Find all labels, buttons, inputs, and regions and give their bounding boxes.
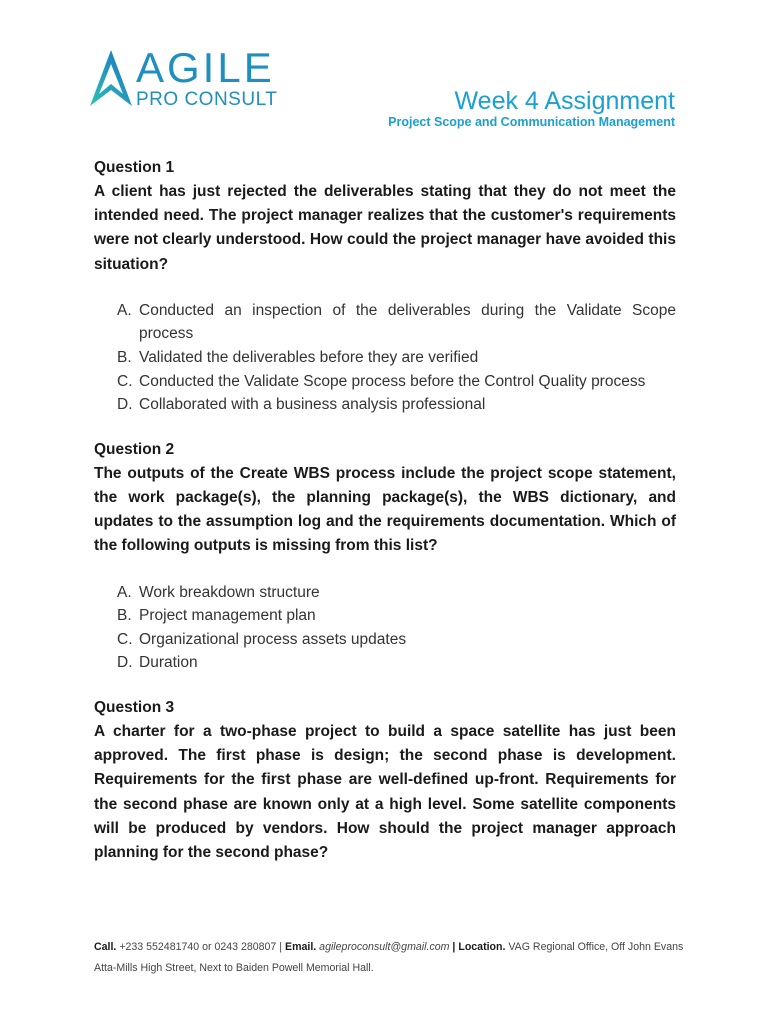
option-letter: D. [117, 396, 133, 414]
question-heading: Question 3 [94, 698, 175, 716]
answer-option [117, 581, 676, 605]
answer-option [117, 346, 676, 370]
question-text: A client has just rejected the deliverables stating that they do not meet the intended need. The project manager realizes that the customer's requirements were not clearly understood. How could the project manager have avoided this situation? [94, 183, 676, 273]
logo-tagline: PRO CONSULT [136, 89, 278, 110]
footer-phone: +233 552481740 or 0243 280807 [119, 941, 277, 953]
option-text: Organizational process assets updates [139, 630, 407, 648]
question-text: The outputs of the Create WBS process include the project scope statement, the work package(s), the planning package(s), the WBS dictionary, and updates to the assumption log and the requirements documentation. Which of the following outputs is missing from this list? [94, 464, 676, 555]
option-letter: A. [117, 301, 132, 319]
option-text: Duration [139, 654, 198, 672]
option-letter: B. [117, 349, 132, 366]
option-text: Validated the deliverables before they are verified [139, 349, 479, 366]
logo-wordmark: AGILE [136, 44, 275, 91]
option-letter: C. [117, 630, 133, 648]
question-3 [94, 696, 676, 865]
answer-option [117, 604, 676, 628]
logo-arrow-icon [88, 46, 134, 112]
footer-email-link[interactable]: agileproconsult@gmail.com [319, 941, 450, 953]
page-footer [94, 937, 684, 979]
option-letter: A. [117, 583, 132, 601]
question-text: A charter for a two-phase project to build a space satellite has just been approved. The first phase is design; the second phase is development. Requirements for the first phase are well-defined up-front. Requirements for the second phase are known only at a high level. Some satellite components will be produced by vendors. How should the project manager approach planning for the second phase? [94, 722, 676, 861]
option-text: Conducted an inspection of the deliverables during the Validate Scope process [139, 301, 676, 343]
questions-section [94, 156, 676, 886]
answer-options [117, 581, 676, 675]
option-letter: B. [117, 607, 132, 625]
page-title: Week 4 Assignment [454, 87, 675, 115]
footer-email-label: Email. [285, 941, 317, 953]
page-subtitle: Project Scope and Communication Management [388, 115, 675, 129]
question-2 [94, 438, 676, 675]
footer-separator: | [279, 941, 283, 953]
answer-option [117, 370, 676, 394]
question-1 [94, 156, 676, 417]
option-text: Collaborated with a business analysis professional [139, 396, 486, 414]
answer-option [117, 393, 676, 417]
question-heading: Question 1 [94, 159, 175, 176]
answer-options [117, 299, 676, 417]
option-text: Work breakdown structure [139, 583, 320, 601]
footer-location-label: Location. [458, 941, 506, 953]
option-text: Project management plan [139, 607, 316, 625]
footer-location: VAG Regional Office, Off John Evans Atta-Mills High Street, Next to Baiden Powell Memorial Hall. [94, 941, 684, 974]
question-heading: Question 2 [94, 440, 175, 458]
company-logo [88, 46, 328, 112]
answer-option [117, 628, 676, 652]
answer-option [117, 299, 676, 346]
option-letter: D. [117, 654, 133, 672]
answer-option [117, 651, 676, 675]
footer-separator-bold: | [452, 941, 456, 953]
option-letter: C. [117, 372, 133, 390]
footer-call-label: Call. [94, 941, 117, 953]
option-text: Conducted the Validate Scope process before the Control Quality process [139, 372, 646, 390]
